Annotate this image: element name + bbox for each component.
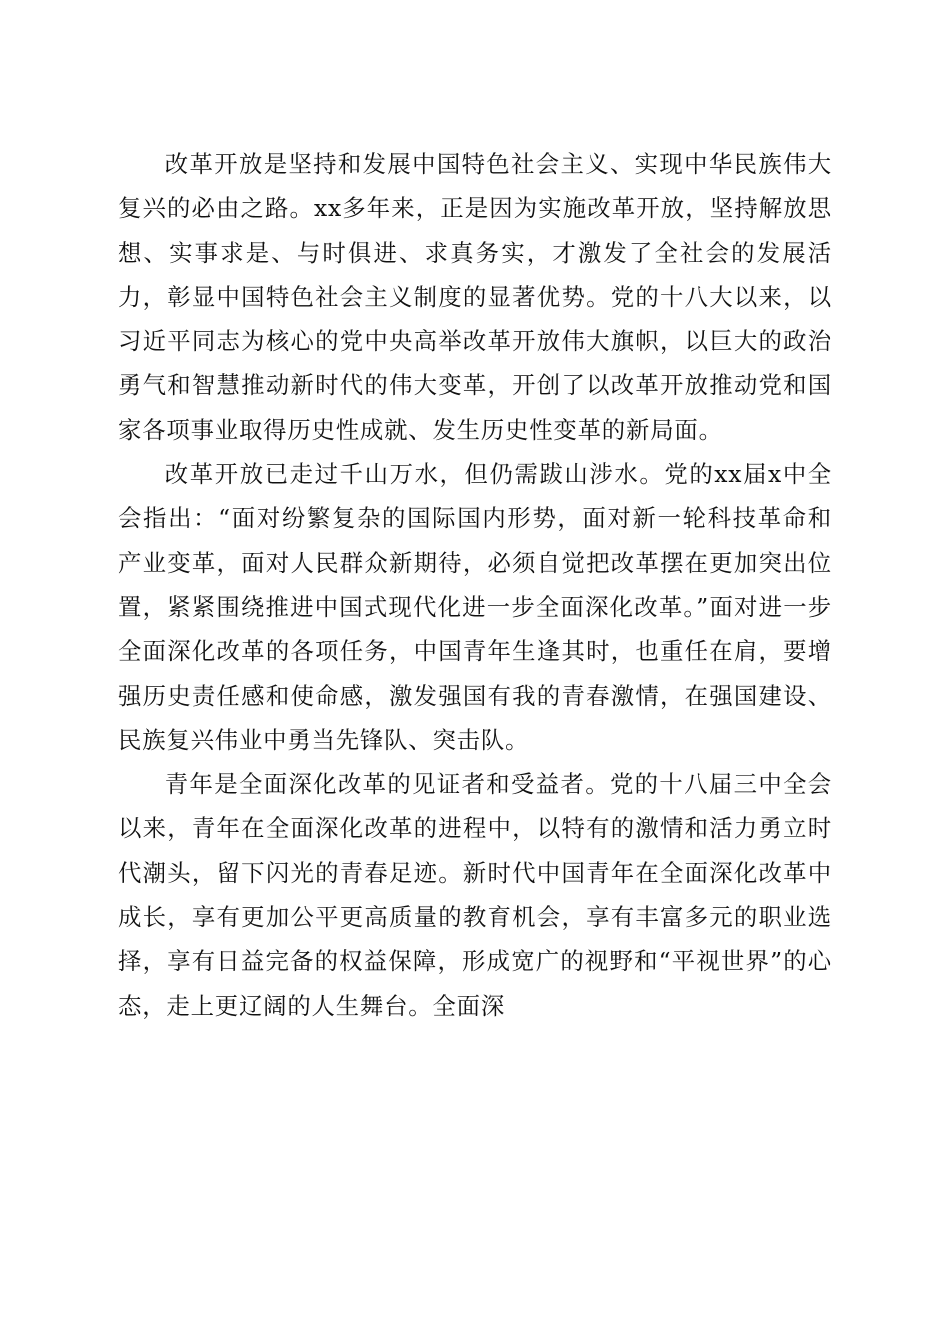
paragraph-3: 青年是全面深化改革的见证者和受益者。党的十八届三中全会以来，青年在全面深化改革的进程中，以特有的激情和活力勇立时代潮头，留下闪光的青春足迹。新时代中国青年在全面深化改革中成长，享有更加公平更高质量的教育机会，享有丰富多元的职业选择，享有日益完备的权益保障，形成宽广的视野和“平视世界”的心态，走上更辽阔的人生舞台。全面深 [118, 770, 832, 1020]
document-body [118, 142, 832, 1028]
paragraph-2: 改革开放已走过千山万水，但仍需跋山涉水。党的xx届x中全会指出：“面对纷繁复杂的国际国内形势，面对新一轮科技革命和产业变革，面对人民群众新期待，必须自觉把改革摆在更加突出位置，紧紧围绕推进中国式现代化进一步全面深化改革。”面对进一步全面深化改革的各项任务，中国青年生逢其时，也重任在肩，要增强历史责任感和使命感，激发强国有我的青春激情，在强国建设、民族复兴伟业中勇当先锋队、突击队。 [118, 460, 832, 754]
paragraph-1: 改革开放是坚持和发展中国特色社会主义、实现中华民族伟大复兴的必由之路。xx多年来，正是因为实施改革开放，坚持解放思想、实事求是、与时俱进、求真务实，才激发了全社会的发展活力，彰显中国特色社会主义制度的显著优势。党的十八大以来，以习近平同志为核心的党中央高举改革开放伟大旗帜，以巨大的政治勇气和智慧推动新时代的伟大变革，开创了以改革开放推动党和国家各项事业取得历史性成就、发生历史性变革的新局面。 [118, 150, 832, 444]
